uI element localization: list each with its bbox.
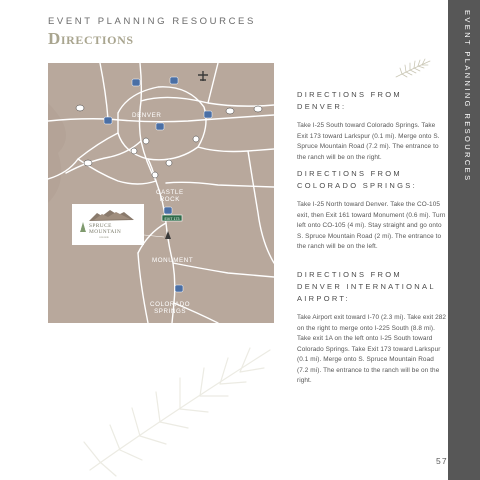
map-label-monument: MONUMENT bbox=[152, 257, 194, 264]
page-title: Directions bbox=[48, 29, 134, 48]
logo-sub: colorado bbox=[99, 236, 109, 239]
section-from-dia bbox=[297, 269, 447, 387]
section-heading: DIRECTIONS FROM DENVER INTERNATIONAL AIRPORT: bbox=[297, 270, 436, 303]
section-body: Take I-25 North toward Denver. Take the CO-105 exit, then Exit 161 toward Monument (0.6 mi). Turn left onto CO-105 (4 mi). Stay straight and go onto S. Spruce Mountain Road (2 mi). The entrance to the ranch will be on the left. bbox=[297, 201, 446, 250]
section-from-colorado-springs bbox=[297, 168, 447, 253]
section-heading: DIRECTIONS FROM DENVER: bbox=[297, 90, 402, 111]
spruce-branch-icon bbox=[80, 330, 290, 480]
section-body: Take Airport exit toward I-70 (2.3 mi). Take exit 282 on the right to merge onto I-225 South (8.8 mi). Take exit 1A on the left onto I-25 South toward Colorado Springs. Take Exit 173 toward Larkspur (0.1 mi). Merge onto S. Spruce Mountain Road (7.2 mi). The entrance to the ranch will be on the right. bbox=[297, 314, 447, 384]
page-number: 57 bbox=[436, 456, 448, 466]
exit-sign-label: EXIT 173 bbox=[164, 217, 180, 221]
spruce-mountain-logo bbox=[72, 204, 144, 245]
map-label-colorado-springs: COLORADO SPRINGS bbox=[150, 301, 191, 315]
spruce-sprig-icon bbox=[394, 57, 432, 81]
directions-map bbox=[48, 63, 274, 323]
section-heading: DIRECTIONS FROM COLORADO SPRINGS: bbox=[297, 169, 417, 190]
page-eyebrow: EVENT PLANNING RESOURCES bbox=[48, 16, 256, 27]
section-from-denver bbox=[297, 89, 447, 163]
sidebar-label: EVENT PLANNING RESOURCES bbox=[463, 10, 472, 183]
map-label-denver: DENVER bbox=[132, 112, 162, 119]
logo-name: SPRUCE MOUNTAIN bbox=[89, 223, 122, 235]
section-body: Take I-25 South toward Colorado Springs. Take Exit 173 toward Larkspur (0.1 mi). Merge onto S. Spruce Mountain Road (7.2 mi). The entrance to the ranch will be on the right. bbox=[297, 122, 440, 161]
map-label-castle-rock: CASTLE ROCK bbox=[156, 189, 184, 203]
